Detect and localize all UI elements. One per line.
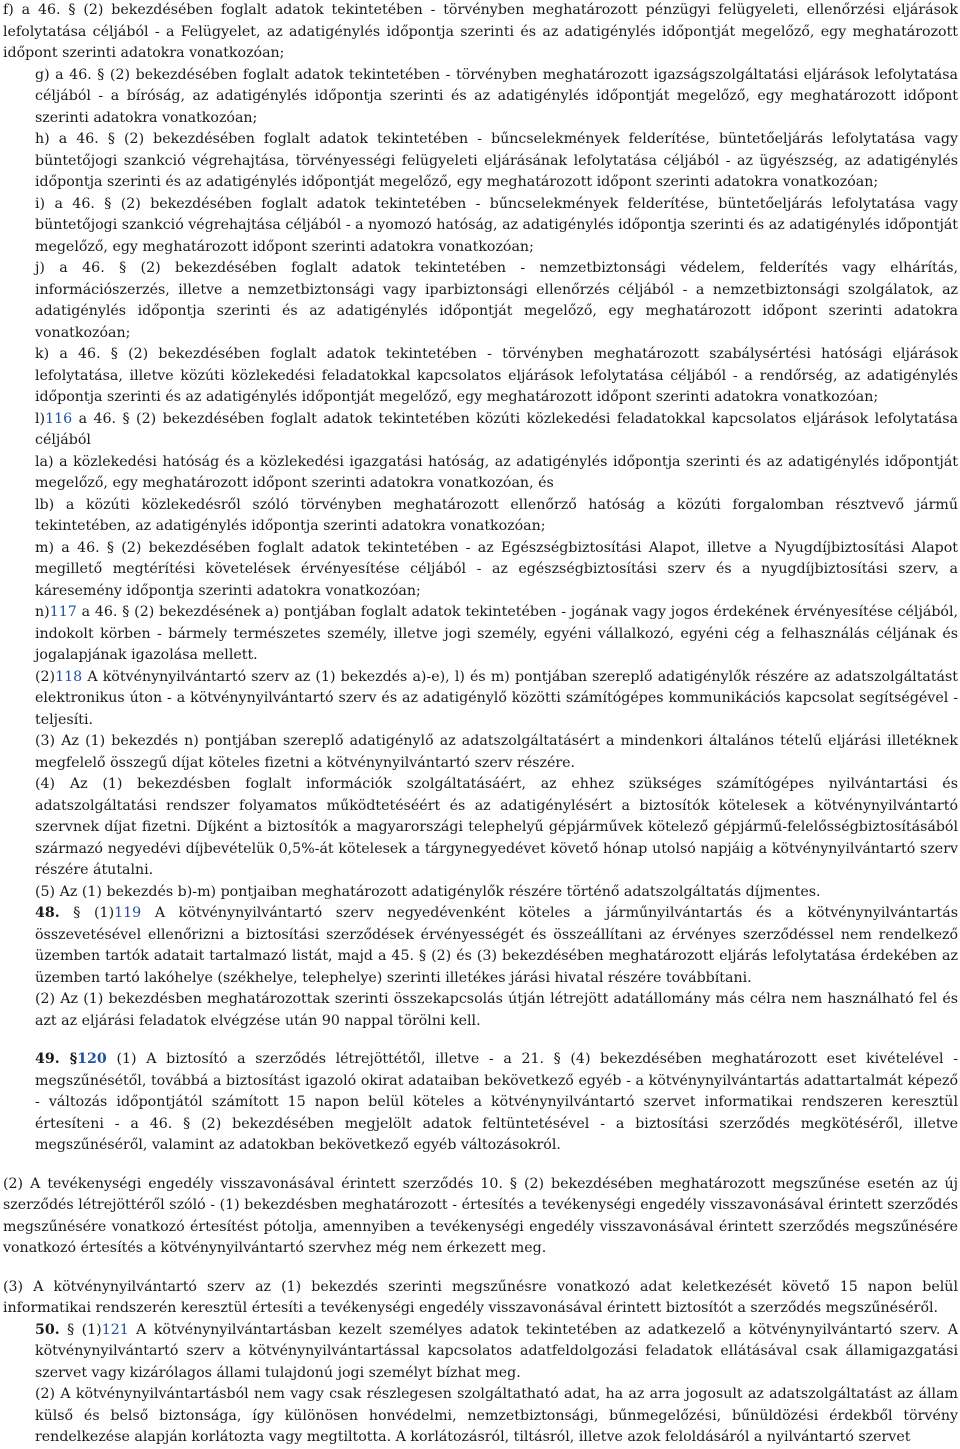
footnote-reference-link[interactable]: 116 bbox=[45, 410, 73, 427]
footnote-reference-link[interactable]: 118 bbox=[55, 668, 83, 685]
paragraph-text: § (1) bbox=[59, 1321, 102, 1338]
paragraph bbox=[3, 882, 958, 904]
paragraph-gap bbox=[3, 1260, 958, 1277]
paragraph-text: la) a közlekedési hatóság és a közlekedési igazgatási hatóság, az adatigénylés időpontja szerinti és az adatigénylés időpontját megelőző, egy meghatározott időpont szerinti adatokra vonatkozóan, és bbox=[35, 453, 958, 491]
paragraph-text: h) a 46. § (2) bekezdésében foglalt adatok tekintetében - bűncselekmények felderítése, büntetőeljárás lefolytatása vagy büntetőjogi szankció végrehajtása, törvényességi felügyeleti eljárásának lefolytatása céljából - az ügyészség, az adatigénylés időpontja szerinti és az adatigénylés időpontját megelőző, egy meghatározott időpont szerinti adatokra vonatkozóan; bbox=[35, 131, 958, 190]
paragraph-gap bbox=[3, 1157, 958, 1174]
paragraph-text: j) a 46. § (2) bekezdésében foglalt adatok tekintetében - nemzetbiztonsági védelem, felderítés vagy elhárítás, információszerzés, illetve a nemzetbiztonsági vagy iparbiztonsági ellenőrzés céljából - a nemzetbiztonsági szolgálatok, az adatigénylés időpontja szerinti és az adatigénylés időpontját megelőző, egy meghatározott időpont szerinti adatokra vonatkozóan; bbox=[35, 260, 958, 341]
paragraph-text: k) a 46. § (2) bekezdésében foglalt adatok tekintetében - törvényben meghatározott szabálysértési hatósági eljárások lefolytatása, illetve közúti közlekedési feladatokkal kapcsolatos eljárások lefolytatása céljából - a rendőrség, az adatigénylés időpontja szerinti és az adatigénylés időpontját megelőző, egy meghatározott időpont szerinti adatokra vonatkozóan; bbox=[35, 346, 958, 405]
paragraph bbox=[3, 774, 958, 882]
paragraph bbox=[3, 602, 958, 667]
paragraph-text: (2) A tevékenységi engedély visszavonásával érintett szerződés 10. § (2) bekezdésében meghatározott megszűnése esetén az új szerződés létrejöttéről szóló - (1) bekezdésben meghatározott - értesítés a tevékenységi engedély visszavonásával érintett szerződés megszűnésére vonatkozó értesítést pótolja, amennyiben a tevékenységi engedély visszavonásával érintett szerződés megszűnésére vonatkozó értesítés a kötvénynyilvántartó szervhez még nem érkezett meg. bbox=[3, 1175, 958, 1256]
paragraph-text: i) a 46. § (2) bekezdésében foglalt adatok tekintetében - bűncselekmények felderítése, büntetőeljárás lefolytatása vagy büntetőjogi szankció végrehajtása céljából - a nyomozó hatóság, az adatigénylés időpontja szerinti és az adatigénylés időpontját megelőző, egy meghatározott időpont szerinti adatokra vonatkozóan; bbox=[35, 195, 958, 255]
paragraph bbox=[3, 667, 958, 732]
paragraph bbox=[3, 0, 958, 65]
paragraph-text: n) bbox=[35, 604, 50, 620]
paragraph bbox=[3, 903, 958, 989]
paragraph bbox=[3, 344, 958, 409]
paragraph-text: (5) Az (1) bekezdés b)-m) pontjaiban meghatározott adatigénylők részére történő adatszolgáltatás díjmentes. bbox=[35, 883, 821, 900]
paragraph-text: (4) Az (1) bekezdésben foglalt információk szolgáltatásáért, az ehhez szükséges számítógépes nyilvántartási és adatszolgáltatási rendszer folyamatos működtetéséért és az adatigénylésért a biztosítók kötelesek a kötvénynyilvántartó szervnek díjat fizetni. Díjként a biztosítók a magyarországi telephelyű gépjárművek kötelező gépjármű-felelősségbiztosításából származó negyedévi díjbevételük 0,5%-át kötelesek a tárgynegyedévet követő hónap utolsó napjáig a kötvénynyilvántartó szerv részére átutalni. bbox=[35, 776, 958, 878]
paragraph bbox=[3, 989, 958, 1032]
paragraph-text: (2) Az (1) bekezdésben meghatározottak szerinti összekapcsolás útján létrejött adatállomány más célra nem használható fel és azt az eljárási feladatok elvégzése után 90 nappal törölni kell. bbox=[35, 991, 958, 1029]
section-number: 48. bbox=[35, 905, 60, 921]
footnote-reference-link[interactable]: 117 bbox=[49, 604, 77, 620]
footnote-reference-link[interactable]: 119 bbox=[114, 905, 142, 921]
paragraph bbox=[3, 452, 958, 495]
paragraph bbox=[3, 65, 958, 130]
paragraph-gap bbox=[3, 1032, 958, 1049]
paragraph-text: (3) A kötvénynyilvántartó szerv az (1) bekezdés szerinti megszűnésre vonatkozó adat keletkezését követő 15 napon belül informatikai rendszerén keresztül értesíti a tevékenységi engedély visszavonásával érintett biztosítót a szerződés megszűnéséről. bbox=[3, 1278, 958, 1316]
paragraph-text: (2) bbox=[35, 668, 56, 685]
paragraph bbox=[3, 1384, 958, 1449]
paragraph-text: (3) Az (1) bekezdés n) pontjában szereplő adatigénylő az adatszolgáltatásért a mindenkori általános tételű eljárási illetéknek megfelelő összegű díjat köteles fizetni a kötvénynyilvántartó szerv részére. bbox=[35, 733, 958, 771]
footnote-reference-link[interactable]: 121 bbox=[101, 1321, 129, 1338]
paragraph bbox=[3, 1320, 958, 1385]
paragraph-text: (2) A kötvénynyilvántartásból nem vagy csak részlegesen szolgáltatható adat, ha az arra jogosult az adatszolgáltatást az állam külső és belső biztonsága, így különösen honvédelmi, nemzetbiztonsági, bűnmegelőzési, bűnüldözési érdekből törvény rendelkezése alapján korlátozta vagy megtiltotta. A korlátozásról, tiltásról, illetve azok feloldásáról a nyilvántartó szervet bbox=[35, 1386, 958, 1445]
paragraph-text: A kötvénynyilvántartó szerv negyedévenként köteles a járműnyilvántartás és a kötvénynyilvántartás összevetésével ellenőrizni a biztosítási szerződések érvényességét és összeállítani az érvényes szerződéssel nem rendelkező üzemben tartók adatait tartalmazó listát, majd a 45. § (2) és (3) bekezdésében meghatározott eljárás lefolytatása érdekében az üzemben tartó lakóhelye (székhelye, telephelye) szerinti illetékes járási hivatal részére továbbítani. bbox=[35, 905, 958, 986]
paragraph bbox=[3, 731, 958, 774]
paragraph bbox=[3, 129, 958, 194]
paragraph-text: a 46. § (2) bekezdésében foglalt adatok tekintetében közúti közlekedési feladatokkal kapcsolatos eljárások lefolytatása céljából bbox=[35, 410, 958, 448]
paragraph-text: g) a 46. § (2) bekezdésében foglalt adatok tekintetében - törvényben meghatározott igazságszolgáltatási eljárások lefolytatása céljából - a bíróság, az adatigénylés időpontja szerinti és az adatigénylés időpontját megelőző, egy meghatározott időpont szerinti adatokra vonatkozóan; bbox=[35, 66, 958, 126]
section-number: 50. bbox=[35, 1321, 60, 1338]
paragraph bbox=[3, 258, 958, 344]
paragraph-text: A kötvénynyilvántartó szerv az (1) bekezdés a)-e), l) és m) pontjában szereplő adatigénylők részére az adatszolgáltatást elektronikus úton - a kötvénynyilvántartó szerv és az adatigénylő közötti számítógépes kommunikációs kapcsolat segítségével - teljesíti. bbox=[35, 668, 958, 728]
paragraph bbox=[3, 1174, 958, 1260]
paragraph-text: a 46. § (2) bekezdésének a) pontjában foglalt adatok tekintetében - jogának vagy jogos érdekének érvényesítése céljából, indokolt körben - bármely természetes személy, illetve jogi személy, egyéni vállalkozó, egyéni cég a felhasználás céljának és jogalapjának igazolása mellett. bbox=[35, 604, 958, 663]
paragraph-text: A kötvénynyilvántartásban kezelt személyes adatok tekintetében az adatkezelő a kötvénynyilvántartó szerv. A kötvénynyilvántartó szerv a kötvénynyilvántartással kapcsolatos adatfeldolgozási feladatok ellátásával csak államigazgatási szervet vagy kizárólagos állami tulajdonú jogi személyt bízhat meg. bbox=[35, 1321, 958, 1381]
section-number: 49. bbox=[35, 1051, 60, 1067]
footnote-reference-link[interactable]: 120 bbox=[77, 1051, 107, 1067]
paragraph-text: lb) a közúti közlekedésről szóló törvényben meghatározott ellenőrző hatóság a közúti forgalomban résztvevő jármű tekintetében, az adatigénylés időpontja szerinti adatokra vonatkozóan; bbox=[35, 496, 958, 534]
paragraph-text: (1) A biztosító a szerződés létrejöttétől, illetve - a 21. § (4) bekezdésében meghatározott eset kivételével - megszűnésétől, továbbá a biztosítást igazoló okirat adataiban bekövetkező egyéb - a kötvénynyilvántartás adattartalmát képező - változás időpontjától számított 15 napon belül köteles a kötvénynyilvántartó szervet informatikai rendszeren keresztül értesíteni - a 46. § (2) bekezdésében megjelölt adatok feltüntetésével - a biztosítási szerződés megkötéséről, illetve megszűnéséről, valamint az adatokban bekövetkező egyéb változásokról. bbox=[35, 1051, 958, 1153]
paragraph bbox=[3, 194, 958, 259]
paragraph-text: § (1) bbox=[59, 905, 115, 921]
paragraph bbox=[3, 409, 958, 452]
paragraph bbox=[3, 538, 958, 603]
paragraph bbox=[3, 1049, 958, 1157]
section-number: § bbox=[59, 1051, 78, 1067]
paragraph bbox=[3, 495, 958, 538]
paragraph bbox=[3, 1277, 958, 1320]
paragraph-text: f) a 46. § (2) bekezdésében foglalt adatok tekintetében - törvényben meghatározott pénzügyi felügyeleti, ellenőrzési eljárások lefolytatása céljából - a Felügyelet, az adatigénylés időpontja szerinti és az adatigénylés időpontját megelőző, egy meghatározott időpont szerinti adatokra vonatkozóan; bbox=[3, 2, 958, 61]
paragraph-text: m) a 46. § (2) bekezdésében foglalt adatok tekintetében - az Egészségbiztosítási Alapot, illetve a Nyugdíjbiztosítási Alapot megillető megtérítési követelések érvényesítése céljából - az egészségbiztosítási szerv és a nyugdíjbiztosítási szerv, a káresemény időpontja szerinti adatokra vonatkozóan; bbox=[35, 539, 958, 599]
paragraph-text: l) bbox=[35, 410, 46, 427]
